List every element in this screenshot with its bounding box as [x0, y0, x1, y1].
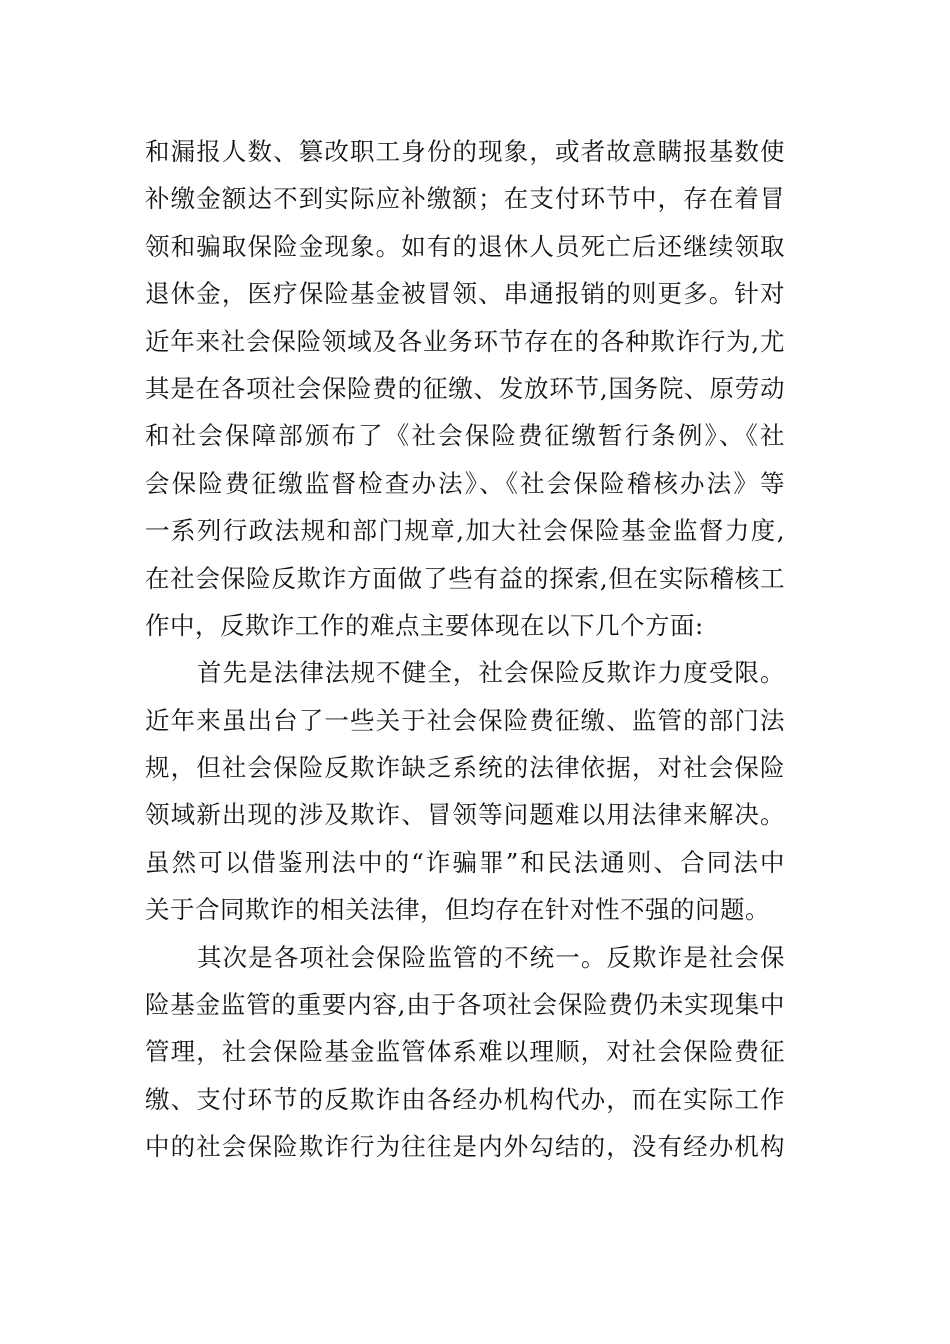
text-line: 领和骗取保险金现象。如有的退休人员死亡后还继续领取: [145, 231, 785, 261]
text-line: 规，但社会保险反欺诈缺乏系统的法律依据，对社会保险: [145, 753, 785, 783]
text-line: 近年来社会保险领域及各业务环节存在的各种欺诈行为,尤: [145, 326, 785, 356]
text-line: 中的社会保险欺诈行为往往是内外勾结的，没有经办机构: [145, 1132, 785, 1162]
text-line: 关于合同欺诈的相关法律，但均存在针对性不强的问题。: [145, 895, 770, 925]
text-line: 近年来虽出台了一些关于社会保险费征缴、监管的部门法: [145, 705, 785, 735]
text-line: 和漏报人数、篡改职工身份的现象，或者故意瞒报基数使: [145, 137, 785, 166]
text-line: 一系列行政法规和部门规章,加大社会保险基金监督力度,: [145, 516, 785, 546]
text-line: 缴、支付环节的反欺诈由各经办机构代办，而在实际工作: [145, 1084, 785, 1114]
paragraph-first-line: 首先是法律法规不健全，社会保险反欺诈力度受限。: [197, 658, 785, 688]
text-line: 虽然可以借鉴刑法中的“诈骗罪”和民法通则、合同法中: [145, 847, 785, 877]
text-line: 险基金监管的重要内容,由于各项社会保险费仍未实现集中: [145, 990, 785, 1020]
text-line: 管理，社会保险基金监管体系难以理顺，对社会保险费征: [145, 1037, 785, 1067]
body-text: [145, 128, 785, 1171]
text-line: 在社会保险反欺诈方面做了些有益的探索,但在实际稽核工: [145, 563, 785, 593]
text-line: 会保险费征缴监督检查办法》、《社会保险稽核办法》等: [145, 468, 785, 498]
text-line: 作中，反欺诈工作的难点主要体现在以下几个方面:: [145, 610, 704, 640]
text-line: 领域新出现的涉及欺诈、冒领等问题难以用法律来解决。: [145, 800, 785, 830]
paragraph-first-line: 其次是各项社会保险监管的不统一。反欺诈是社会保: [197, 942, 785, 972]
text-line: 补缴金额达不到实际应补缴额；在支付环节中，存在着冒: [145, 184, 785, 214]
text-line: 和社会保障部颁布了《社会保险费征缴暂行条例》、《社: [145, 421, 785, 451]
text-line: 其是在各项社会保险费的征缴、发放环节,国务院、原劳动: [145, 373, 785, 403]
text-line: 退休金，医疗保险基金被冒领、串通报销的则更多。针对: [145, 279, 785, 309]
